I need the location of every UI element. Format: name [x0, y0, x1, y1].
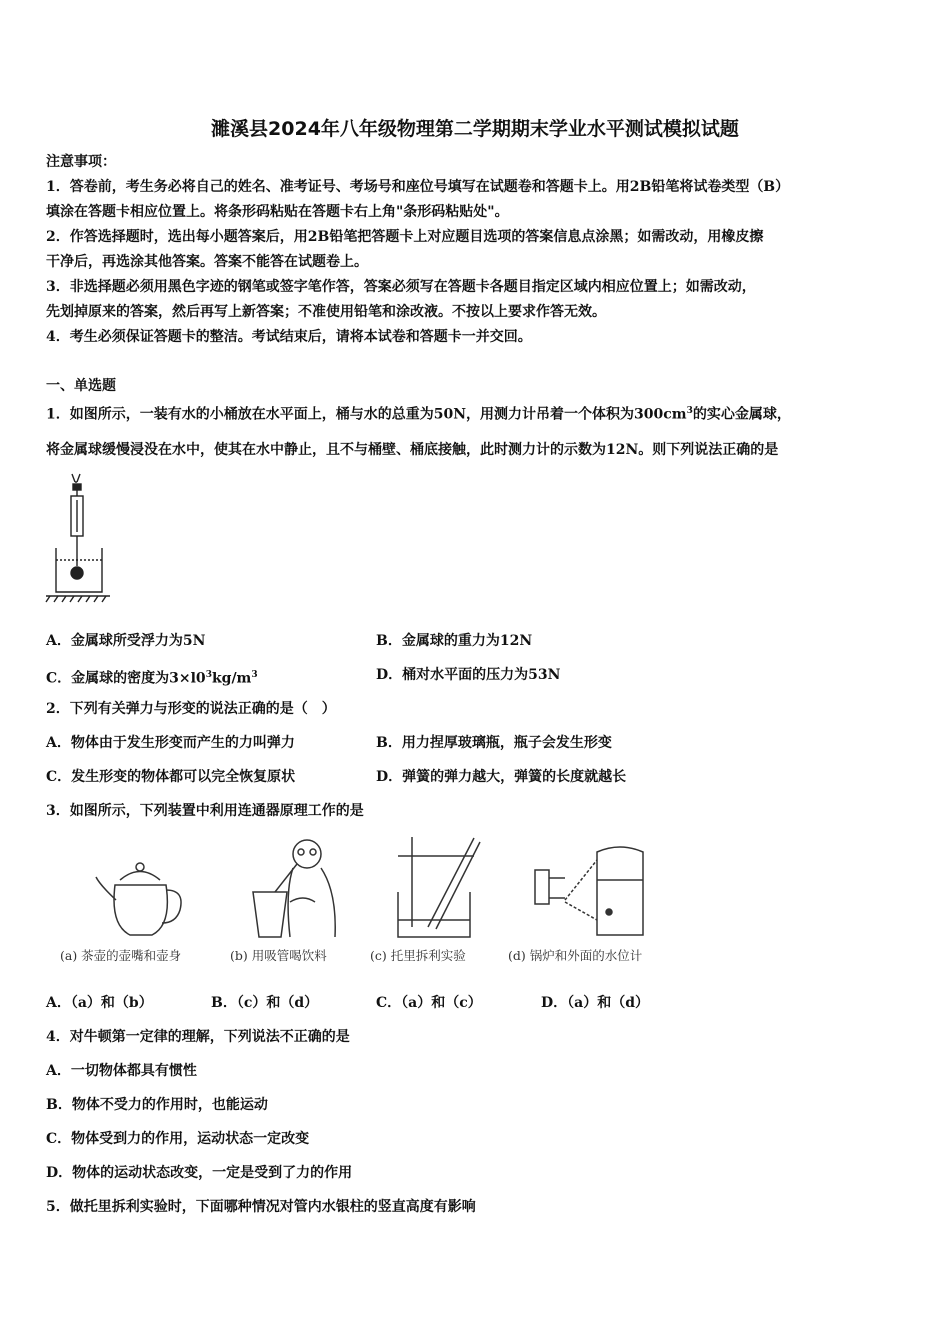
q3-figure-boiler-gauge	[525, 840, 665, 945]
q4-option-b: B．物体不受力的作用时，也能运动	[46, 1097, 268, 1113]
q2-option-c: C．发生形变的物体都可以完全恢复原状	[46, 769, 296, 785]
notice-line: 先划掉原来的答案，然后再写上新答案；不准使用铅笔和涂改液。不按以上要求作答无效。	[46, 304, 606, 320]
q3-option-a: A．（a）和（b）	[46, 995, 153, 1011]
q4-option-d: D．物体的运动状态改变，一定是受到了力的作用	[46, 1165, 353, 1181]
q1-option-d: D．桶对水平面的压力为53N	[376, 667, 561, 683]
q1-option-b: B．金属球的重力为12N	[376, 633, 533, 649]
q3-figure-torricelli	[390, 832, 490, 947]
question-2-stem: 2．下列有关弹力与形变的说法正确的是（ ）	[46, 701, 336, 717]
question-5-stem: 5．做托里拆利实验时，下面哪种情况对管内水银柱的竖直高度有影响	[46, 1199, 476, 1215]
notice-line: 2．作答选择题时，选出每小题答案后，用2B铅笔把答题卡上对应题目选项的答案信息点涂黑；如需改动，用橡皮擦	[46, 229, 764, 245]
q3-caption-c: (c) 托里拆利实验	[370, 948, 466, 963]
q2-option-a: A．物体由于发生形变而产生的力叫弹力	[46, 735, 295, 751]
q3-caption-d: (d) 锅炉和外面的水位计	[508, 948, 643, 963]
q4-option-c: C．物体受到力的作用，运动状态一定改变	[46, 1131, 310, 1147]
notice-line: 1．答卷前，考生务必将自己的姓名、准考证号、考场号和座位号填写在试题卷和答题卡上。用2B铅笔将试卷类型（B）	[46, 179, 790, 195]
q3-option-d: D．（a）和（d）	[541, 995, 650, 1011]
question-3-stem: 3．如图所示，下列装置中利用连通器原理工作的是	[46, 803, 364, 819]
q1-option-a: A．金属球所受浮力为5N	[46, 633, 206, 649]
q1-option-c: C．金属球的密度为$3\times l0^3kg/m^3$	[46, 670, 258, 687]
q3-caption-a: (a) 茶壶的壶嘴和壶身	[60, 948, 182, 963]
q2-option-d: D．弹簧的弹力越大，弹簧的长度就越长	[376, 769, 627, 785]
q3-caption-b: (b) 用吸管喝饮料	[230, 948, 327, 963]
q4-option-a: A．一切物体都具有惯性	[46, 1063, 197, 1079]
notice-heading: 注意事项：	[46, 154, 116, 170]
question-1-line-1: 1．如图所示，一装有水的小桶放在水平面上，桶与水的总重为50N，用测力计吊着一个体积为$300cm^3$的实心金属球，	[46, 406, 791, 423]
q3-option-c: C．（a）和（c）	[376, 995, 482, 1011]
page-title: 濉溪县2024年八年级物理第二学期期末学业水平测试模拟试题	[211, 118, 739, 140]
question-1-line-2: 将金属球缓慢浸没在水中，使其在水中静止，且不与桶壁、桶底接触，此时测力计的示数为12N。则下列说法正确的是	[46, 442, 779, 458]
q3-figure-teapot	[90, 845, 190, 945]
notice-line: 填涂在答题卡相应位置上。将条形码粘贴在答题卡右上角"条形码粘贴处"。	[46, 204, 509, 220]
q3-option-b: B．（c）和（d）	[211, 995, 319, 1011]
notice-line: 干净后，再选涂其他答案。答案不能答在试题卷上。	[46, 254, 368, 270]
q3-figure-straw-drinking	[245, 832, 345, 947]
q2-option-b: B．用力捏厚玻璃瓶，瓶子会发生形变	[376, 735, 612, 751]
section-heading: 一、单选题	[46, 378, 116, 394]
notice-line: 3．非选择题必须用黑色字迹的钢笔或签字笔作答，答案必须写在答题卡各题目指定区域内相应位置上；如需改动，	[46, 279, 756, 295]
q1-figure-spring-scale	[42, 470, 112, 610]
notice-line: 4．考生必须保证答题卡的整洁。考试结束后，请将本试卷和答题卡一并交回。	[46, 329, 532, 345]
question-4-stem: 4．对牛顿第一定律的理解，下列说法不正确的是	[46, 1029, 350, 1045]
